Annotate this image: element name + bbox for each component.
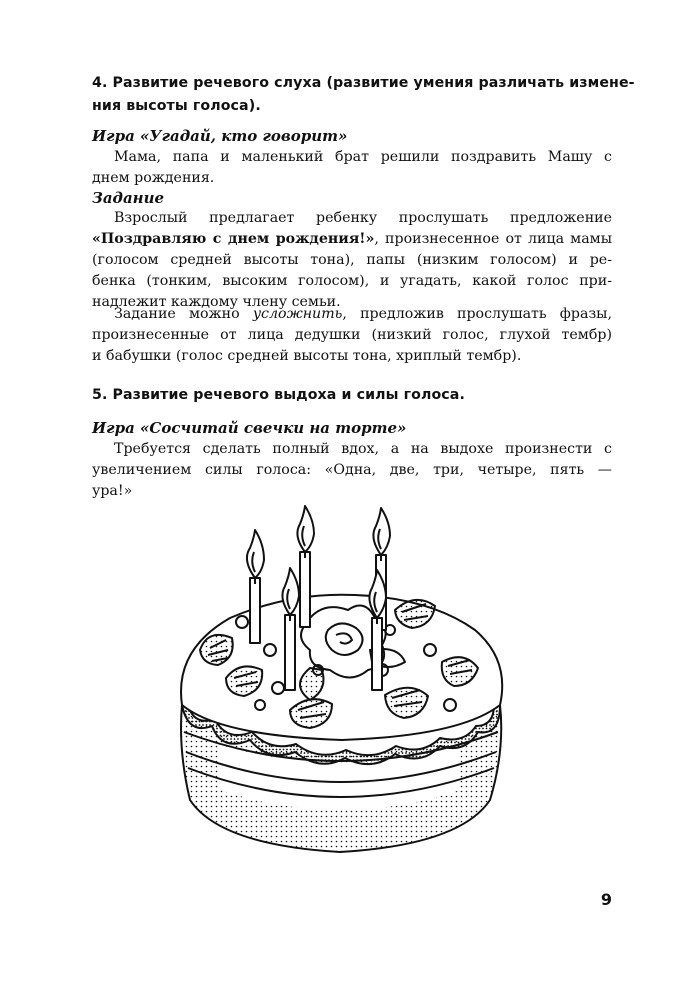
task-line-4: бенка (тонким, высоким голосом), и угадать, какой голос при- — [92, 273, 612, 289]
flame-3 — [373, 508, 390, 555]
candle-4 — [285, 615, 295, 690]
complex-line-1-post: , предложив прослушать фразы, — [342, 306, 612, 322]
task-line-2 — [92, 229, 612, 250]
intro-line-2: днем рождения. — [92, 170, 215, 186]
candle-1 — [250, 578, 260, 643]
task-paragraph — [92, 208, 612, 313]
task-line-2-rest: , произнесенное от лица мамы — [374, 231, 612, 247]
candle-5 — [372, 618, 382, 690]
birthday-cake-illustration — [160, 500, 530, 870]
complex-line-3: и бабушки (голос средней высоты тона, хриплый тембр). — [92, 348, 522, 364]
complex-line-2: произнесенные от лица дедушки (низкий голос, глухой тембр) — [92, 327, 612, 343]
section-4-heading — [92, 72, 635, 118]
game-title-count-candles: Игра «Сосчитай свечки на торте» — [92, 419, 407, 437]
intro-line-1: Мама, папа и маленький брат решили поздравить Машу с — [114, 149, 612, 165]
section-5-heading — [92, 384, 607, 407]
complex-line-1 — [92, 304, 612, 325]
exhale-line-3: ура!» — [92, 483, 133, 499]
task-line-1: Взрослый предлагает ребенку прослушать предложение — [114, 210, 612, 226]
section-4-heading-line-1: 4. Развитие речевого слуха (развитие умения различать измене- — [92, 75, 635, 91]
candle-2 — [300, 552, 310, 627]
task-title: Задание — [92, 189, 165, 207]
flame-2 — [297, 506, 314, 552]
page-number: 9 — [600, 890, 612, 909]
complex-line-1-pre: Задание можно — [114, 306, 253, 322]
task-line-3: (голосом средней высоты тона), папы (низким голосом) и ре- — [92, 252, 612, 268]
complex-italic-word: усложнить — [252, 306, 343, 322]
task-line-5: надлежит каждому члену семьи. — [92, 294, 341, 310]
exhale-line-1: Требуется сделать полный вдох, а на выдохе произнести с — [114, 441, 612, 457]
congrats-phrase: «Поздравляю с днем рождения!» — [92, 231, 375, 247]
section-4-heading-line-2: ния высоты голоса). — [92, 98, 261, 114]
section-5-heading-line: 5. Развитие речевого выдоха и силы голоса. — [92, 387, 465, 403]
game-title-guess-who: Игра «Угадай, кто говорит» — [92, 127, 348, 145]
exhale-paragraph — [92, 439, 612, 502]
exhale-line-2: увеличением силы голоса: «Одна, две, три, четыре, пять — — [92, 462, 612, 478]
intro-paragraph — [92, 147, 612, 189]
complex-paragraph — [92, 304, 612, 367]
